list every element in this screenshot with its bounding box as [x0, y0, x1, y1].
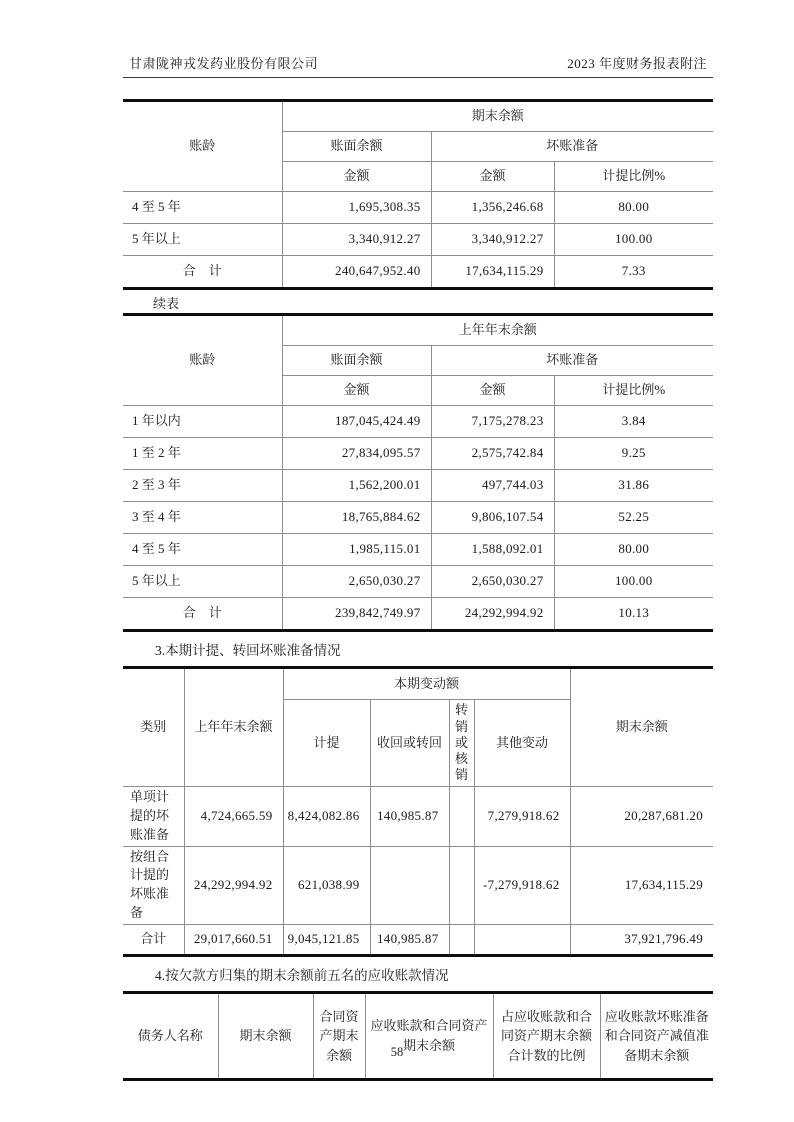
continued-table-label: 续表 — [153, 296, 180, 311]
cell-book-amount: 3,340,912.27 — [282, 224, 431, 256]
table-row — [123, 566, 713, 598]
header-cell-bad-debt: 坏账准备 — [431, 346, 713, 376]
section-title-provision: 3.本期计提、转回坏账准备情况 — [155, 643, 341, 658]
cell-writeoff — [449, 846, 474, 924]
cell-age: 5 年以上 — [123, 224, 282, 256]
header-cell-ratio: 计提比例% — [554, 162, 713, 192]
cell-other-change — [474, 924, 570, 955]
header-cell-amount: 金额 — [431, 162, 554, 192]
header-cell-book-balance: 账面余额 — [282, 346, 431, 376]
cell-bad-amount: 9,806,107.54 — [431, 502, 554, 534]
header-cell-period-change: 本期变动额 — [283, 668, 570, 700]
header-cell-accrual: 计提 — [283, 700, 370, 787]
header-cell-ratio: 占应收账款和合同资产期末余额合计数的比例 — [493, 992, 600, 1079]
cell-total-label: 合计 — [123, 924, 184, 955]
cell-writeoff — [449, 787, 474, 847]
cell-total-label: 合 计 — [123, 598, 282, 631]
cell-bad-amount: 7,175,278.23 — [431, 406, 554, 438]
cell-end-balance: 37,921,796.49 — [570, 924, 713, 955]
cell-book-amount: 240,647,952.40 — [282, 256, 431, 289]
header-cell-prior-year-end: 上年年末余额 — [282, 315, 713, 346]
table-total-row — [123, 256, 713, 289]
header-cell-aging: 账龄 — [123, 315, 282, 406]
header-cell-end-balance: 期末余额 — [218, 992, 313, 1079]
header-cell-contract-asset: 合同资产期末余额 — [313, 992, 365, 1079]
cell-age: 5 年以上 — [123, 566, 282, 598]
cell-bad-amount: 2,650,030.27 — [431, 566, 554, 598]
aging-table-period-end — [123, 99, 713, 290]
cell-ratio: 3.84 — [554, 406, 713, 438]
cell-book-amount: 27,834,095.57 — [282, 438, 431, 470]
header-cell-bad-debt: 坏账准备 — [431, 132, 713, 162]
cell-category: 单项计提的坏账准备 — [123, 787, 184, 847]
table-header-row — [123, 315, 713, 346]
table-row — [123, 534, 713, 566]
table-total-row — [123, 924, 713, 955]
cell-total-label: 合 计 — [123, 256, 282, 289]
cell-age: 2 至 3 年 — [123, 470, 282, 502]
table-header-row — [123, 668, 713, 700]
section-title-top5: 4.按欠款方归集的期末余额前五名的应收账款情况 — [155, 967, 449, 983]
cell-accrual: 8,424,082.86 — [283, 787, 370, 847]
header-cell-book-balance: 账面余额 — [282, 132, 431, 162]
header-cell-recover: 收回或转回 — [370, 700, 449, 787]
header-cell-prior-balance: 上年年末余额 — [184, 668, 283, 787]
cell-book-amount: 1,562,200.01 — [282, 470, 431, 502]
cell-age: 4 至 5 年 — [123, 192, 282, 224]
header-cell-debtor: 债务人名称 — [123, 992, 218, 1079]
cell-ratio: 52.25 — [554, 502, 713, 534]
cell-prior-balance: 4,724,665.59 — [184, 787, 283, 847]
cell-book-amount: 187,045,424.49 — [282, 406, 431, 438]
header-cell-end-balance: 期末余额 — [570, 668, 713, 787]
cell-ratio: 7.33 — [554, 256, 713, 289]
table-row — [123, 502, 713, 534]
table-total-row — [123, 598, 713, 631]
table-row — [123, 470, 713, 502]
cell-other-change: -7,279,918.62 — [474, 846, 570, 924]
cell-recover: 140,985.87 — [370, 924, 449, 955]
cell-end-balance: 20,287,681.20 — [570, 787, 713, 847]
header-cell-bad-debt-reserve: 应收账款坏账准备和合同资产减值准备期末余额 — [600, 992, 713, 1079]
table-row — [123, 846, 713, 924]
cell-bad-amount: 3,340,912.27 — [431, 224, 554, 256]
running-header — [123, 53, 713, 78]
cell-accrual: 9,045,121.85 — [283, 924, 370, 955]
cell-accrual: 621,038.99 — [283, 846, 370, 924]
cell-bad-amount: 17,634,115.29 — [431, 256, 554, 289]
cell-bad-amount: 1,356,246.68 — [431, 192, 554, 224]
cell-other-change: 7,279,918.62 — [474, 787, 570, 847]
header-cell-category: 类别 — [123, 668, 184, 787]
provision-change-table — [123, 666, 713, 957]
cell-ratio: 31.86 — [554, 470, 713, 502]
cell-book-amount: 18,765,884.62 — [282, 502, 431, 534]
table-header-row — [123, 101, 713, 132]
cell-bad-amount: 1,588,092.01 — [431, 534, 554, 566]
table-row — [123, 406, 713, 438]
cell-bad-amount: 24,292,994.92 — [431, 598, 554, 631]
cell-ratio: 80.00 — [554, 192, 713, 224]
cell-ratio: 80.00 — [554, 534, 713, 566]
cell-book-amount: 1,985,115.01 — [282, 534, 431, 566]
cell-prior-balance: 29,017,660.51 — [184, 924, 283, 955]
cell-recover: 140,985.87 — [370, 787, 449, 847]
table-row — [123, 192, 713, 224]
cell-ratio: 100.00 — [554, 566, 713, 598]
cell-book-amount: 1,695,308.35 — [282, 192, 431, 224]
cell-age: 4 至 5 年 — [123, 534, 282, 566]
table-row — [123, 224, 713, 256]
company-name: 甘肃陇神戎发药业股份有限公司 — [129, 56, 319, 71]
cell-ratio: 100.00 — [554, 224, 713, 256]
header-cell-aging: 账龄 — [123, 101, 282, 192]
cell-book-amount: 239,842,749.97 — [282, 598, 431, 631]
header-cell-period-end: 期末余额 — [282, 101, 713, 132]
table-header-row — [123, 992, 713, 1079]
header-cell-writeoff: 转销或核销 — [449, 700, 474, 787]
cell-recover — [370, 846, 449, 924]
cell-age: 3 至 4 年 — [123, 502, 282, 534]
aging-table-prior-year — [123, 313, 713, 632]
header-cell-ratio: 计提比例% — [554, 376, 713, 406]
header-cell-amount: 金额 — [282, 162, 431, 192]
table-row — [123, 438, 713, 470]
top5-debtors-table — [123, 991, 713, 1081]
cell-writeoff — [449, 924, 474, 955]
cell-bad-amount: 2,575,742.84 — [431, 438, 554, 470]
cell-ratio: 10.13 — [554, 598, 713, 631]
header-cell-combined-balance: 应收账款和合同资产期末余额 — [365, 992, 493, 1079]
document-title: 2023 年度财务报表附注 — [567, 56, 707, 71]
cell-prior-balance: 24,292,994.92 — [184, 846, 283, 924]
cell-end-balance: 17,634,115.29 — [570, 846, 713, 924]
cell-bad-amount: 497,744.03 — [431, 470, 554, 502]
cell-age: 1 年以内 — [123, 406, 282, 438]
header-cell-amount: 金额 — [431, 376, 554, 406]
table-row — [123, 787, 713, 847]
cell-ratio: 9.25 — [554, 438, 713, 470]
cell-age: 1 至 2 年 — [123, 438, 282, 470]
page-number: 58 — [390, 1045, 404, 1059]
cell-category: 按组合计提的坏账准备 — [123, 846, 184, 924]
header-cell-other-change: 其他变动 — [474, 700, 570, 787]
header-cell-amount: 金额 — [282, 376, 431, 406]
cell-book-amount: 2,650,030.27 — [282, 566, 431, 598]
